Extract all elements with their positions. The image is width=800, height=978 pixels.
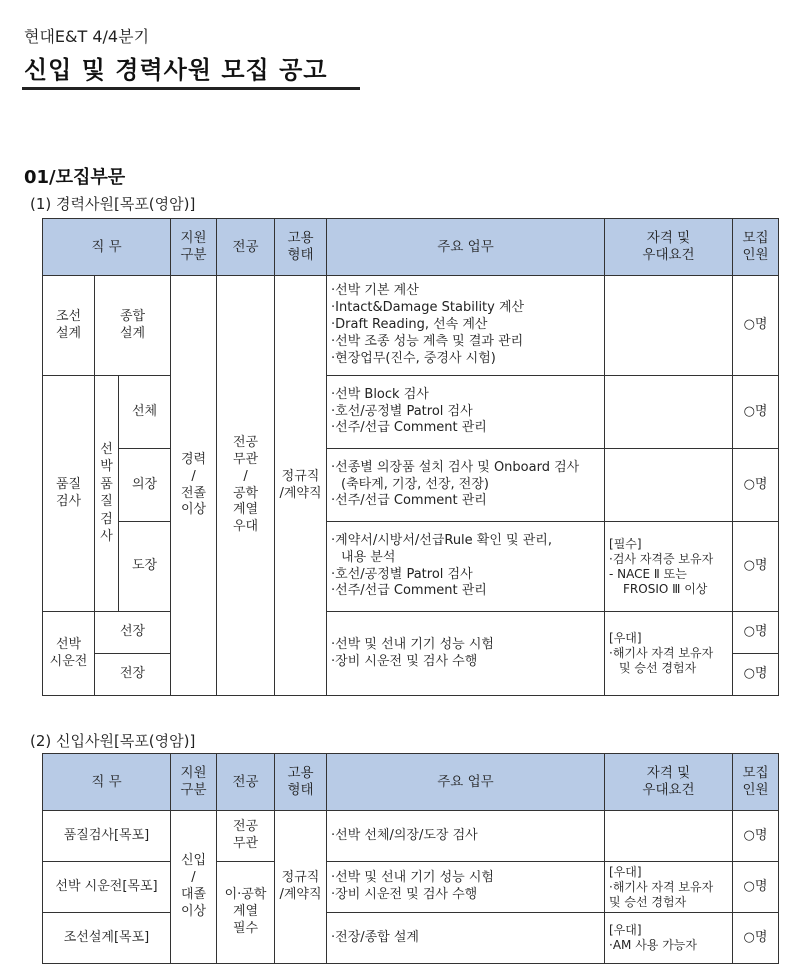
job-captain: 선장 [95,612,171,654]
major-a: 전공 무관 [217,811,275,862]
count-quality-newcomer: ○명 [733,811,779,862]
count-captain: ○명 [733,612,779,654]
col-job: 직 무 [43,754,171,811]
job-engineer: 전장 [95,654,171,696]
col-support: 지원 구분 [171,219,217,276]
qual-design [605,276,733,376]
job-design-newcomer: 조선설계[목포] [43,913,171,964]
notice-title: 신입 및 경력사원 모집 공고 [24,56,328,84]
job-trial: 선박 시운전 [43,612,95,696]
table-row [43,913,779,964]
table2-caption: (2) 신입사원[목포(영암)] [30,732,196,750]
col-job: 직 무 [43,219,171,276]
col-employ: 고용 형태 [275,219,327,276]
table-row [43,376,779,449]
col-duties: 주요 업무 [327,219,605,276]
job-trial-newcomer: 선박 시운전[목포] [43,862,171,913]
newcomer-table [42,753,779,964]
count-paint: ○명 [733,522,779,612]
table-row [43,811,779,862]
employment-type: 정규직 /계약직 [275,276,327,696]
duties-design: ·선박 기본 계산 ·Intact&Damage Stability 계산 ·Draft Reading, 선속 계산 ·선박 조종 성능 계측 및 결과 관리 ·현장업무(진수, 중경사 시험) [327,276,605,376]
col-qualification: 자격 및 우대요건 [605,219,733,276]
qual-quality-newcomer [605,811,733,862]
table1-caption: (1) 경력사원[목포(영암)] [30,195,196,213]
count-engineer: ○명 [733,654,779,696]
duties-design-newcomer: ·전장/종합 설계 [327,913,605,964]
job-ship-design: 조선 설계 [43,276,95,376]
duties-trial-newcomer: ·선박 및 선내 기기 성능 시험 ·장비 시운전 및 검사 수행 [327,862,605,913]
col-count: 모집 인원 [733,754,779,811]
count-design: ○명 [733,276,779,376]
employment-type-newcomer: 정규직 /계약직 [275,811,327,964]
qual-hull [605,376,733,449]
duties-outfit: ·선종별 의장품 설치 검사 및 Onboard 검사 (축타계, 기장, 선장, 전장) ·선주/선급 Comment 관리 [327,449,605,522]
job-hull: 선체 [119,376,171,449]
count-trial-newcomer: ○명 [733,862,779,913]
table-row [43,612,779,654]
job-ship-quality: 선 박 품 질 검 사 [95,376,119,612]
job-general-design: 종합 설계 [95,276,171,376]
qual-outfit [605,449,733,522]
job-quality: 품질 검사 [43,376,95,612]
count-outfit: ○명 [733,449,779,522]
duties-paint: ·계약서/시방서/선급Rule 확인 및 관리, 내용 분석 ·호선/공정별 Patrol 검사 ·선주/선급 Comment 관리 [327,522,605,612]
section-heading: 01/모집부문 [24,167,126,188]
job-quality-newcomer: 품질검사[목포] [43,811,171,862]
table2-header-row [43,754,779,811]
qual-design-newcomer: [우대] ·AM 사용 가능자 [605,913,733,964]
duties-quality-newcomer: ·선박 선체/의장/도장 검사 [327,811,605,862]
table-row [43,522,779,612]
qual-trial-newcomer: [우대] ·해기사 자격 보유자 및 승선 경험자 [605,862,733,913]
col-duties: 주요 업무 [327,754,605,811]
duties-trial: ·선박 및 선내 기기 성능 시험 ·장비 시운전 및 검사 수행 [327,612,605,696]
major-b: 이·공학 계열 필수 [217,862,275,964]
notice-subtitle: 현대E&T 4/4분기 [24,27,150,46]
qual-trial: [우대] ·해기사 자격 보유자 및 승선 경험자 [605,612,733,696]
col-major: 전공 [217,754,275,811]
job-paint: 도장 [119,522,171,612]
col-employ: 고용 형태 [275,754,327,811]
table-row [43,276,779,376]
support-type-newcomer: 신입 / 대졸 이상 [171,811,217,964]
experienced-table [42,218,779,696]
table-row [43,449,779,522]
support-type: 경력 / 전졸 이상 [171,276,217,696]
qual-paint: [필수] ·검사 자격증 보유자 - NACE Ⅱ 또는 FROSIO Ⅲ 이상 [605,522,733,612]
col-count: 모집 인원 [733,219,779,276]
table-row [43,862,779,913]
col-support: 지원 구분 [171,754,217,811]
col-qualification: 자격 및 우대요건 [605,754,733,811]
major-requirement: 전공 무관 / 공학 계열 우대 [217,276,275,696]
job-outfit: 의장 [119,449,171,522]
duties-hull: ·선박 Block 검사 ·호선/공정별 Patrol 검사 ·선주/선급 Comment 관리 [327,376,605,449]
title-underline [22,87,360,90]
col-major: 전공 [217,219,275,276]
count-hull: ○명 [733,376,779,449]
table1-header-row [43,219,779,276]
count-design-newcomer: ○명 [733,913,779,964]
